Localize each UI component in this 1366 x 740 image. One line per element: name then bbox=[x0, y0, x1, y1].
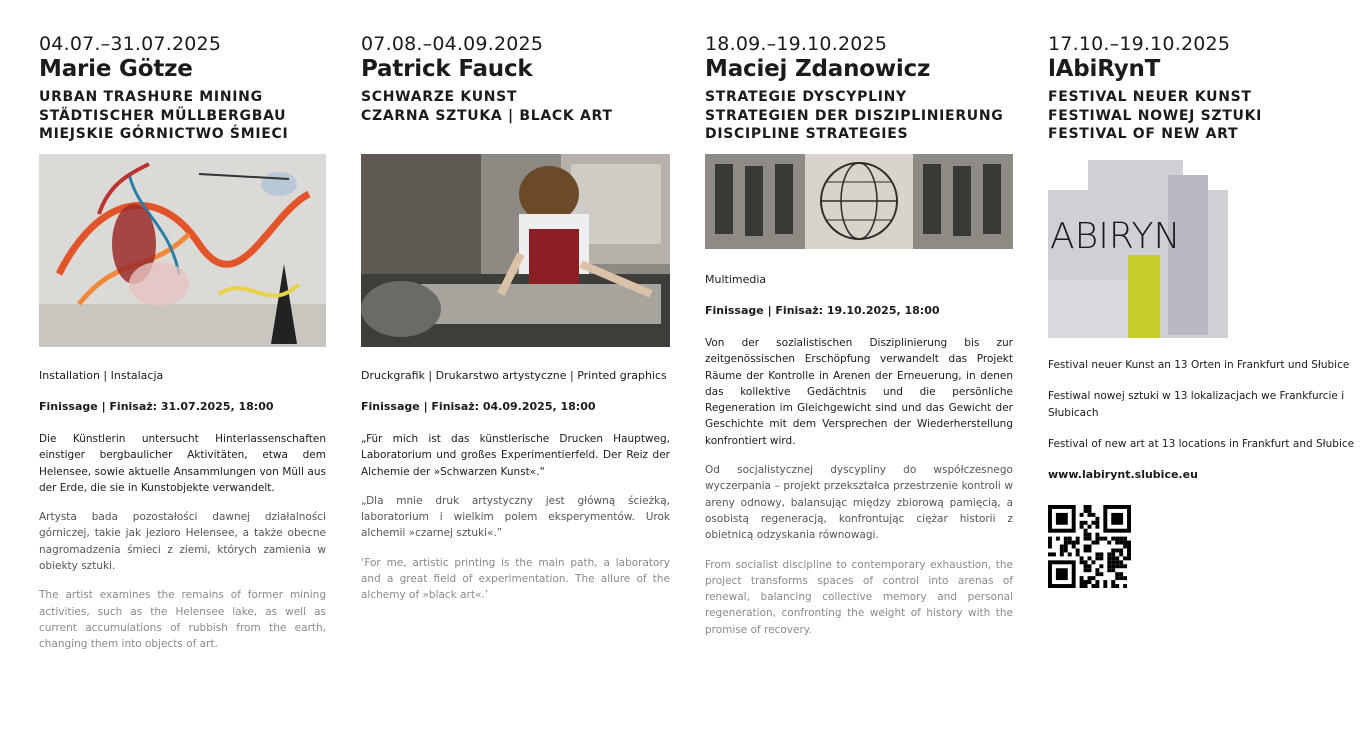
finissage-label: Finissage | Finisaż: 19.10.2025, 18:00 bbox=[705, 304, 940, 317]
exhibition-column-1 bbox=[39, 33, 326, 653]
exhibition-date: 18.09.–19.10.2025 bbox=[705, 33, 888, 55]
title-line: DISCIPLINE STRATEGIES bbox=[705, 126, 909, 142]
artist-name: Patrick Fauck bbox=[361, 56, 533, 82]
archive-collage-image bbox=[705, 154, 1013, 249]
festival-titles bbox=[1048, 88, 1358, 144]
poster-wordmark: ABIRYN bbox=[1050, 216, 1181, 257]
description-pl: „Dla mnie druk artystyczny jest główną ścieżką, laboratorium i wielkim polem eksperymentów. Urok alchemii »czarnej sztuki«.” bbox=[361, 494, 670, 540]
description-de: „Für mich ist das künstlerische Drucken Hauptweg, Laboratorium und großes Experimentierfeld. Der Reiz der Alchemie der »Schwarzen Kunst«.“ bbox=[361, 433, 670, 478]
title-line: FESTIWAL NOWEJ SZTUKI bbox=[1048, 107, 1263, 124]
finissage-label: Finissage | Finisaż: 04.09.2025, 18:00 bbox=[361, 400, 596, 413]
exhibition-titles bbox=[705, 88, 1013, 144]
description-de: Von der sozialistischen Disziplinierung bis zur zeitgenössischen Erschöpfung verwandelt das Projekt Räume der Kontrolle in Arenen der Erneuerung, in denen das kollektive Gedächtnis und die persönliche Regeneration im Gleichgewicht sind und das Gewicht der Geschichte mit dem Versprechen der Wiederherstellung konfrontiert wird. bbox=[705, 337, 1013, 447]
festival-column bbox=[1048, 33, 1358, 482]
title-line: STRATEGIEN DER DISZIPLINIERUNG bbox=[705, 107, 1004, 124]
festival-info-de: Festival neuer Kunst an 13 Orten in Frankfurt und Słubice bbox=[1048, 359, 1350, 371]
artist-name: Marie Götze bbox=[39, 56, 193, 82]
description-pl: Artysta bada pozostałości dawnej działalności górniczej, takie jak jezioro Helensee, a także obecne nagromadzenia śmieci z ziemi, których zamienia w obiekty sztuki. bbox=[39, 511, 326, 573]
title-line: MIEJSKIE GÓRNICTWO ŚMIECI bbox=[39, 126, 289, 142]
medium-label: Installation | Instalacja bbox=[39, 369, 164, 382]
exhibition-titles bbox=[39, 88, 326, 144]
description-en: The artist examines the remains of former mining activities, such as the Helensee lake, as well as current accumulations of rubbish from the earth, changing them into objects of art. bbox=[39, 589, 326, 651]
medium-label: Multimedia bbox=[705, 273, 767, 286]
qr-code[interactable] bbox=[1048, 505, 1131, 588]
title-line: STRATEGIE DYSCYPLINY bbox=[705, 89, 907, 105]
title-line: FESTIVAL OF NEW ART bbox=[1048, 126, 1239, 142]
description-pl: Od socjalistycznej dyscypliny do współczesnego wyczerpania – projekt przekształca przestrzenie kontroli w areny odnowy, balansując między zbiorową pamięcią, a osobistą regeneracją, konfrontując ciężar historii z obietnicą odzyskania równowagi. bbox=[705, 464, 1013, 542]
exhibition-column-3 bbox=[705, 33, 1013, 638]
exhibition-column-2 bbox=[361, 33, 670, 604]
exhibition-date: 04.07.–31.07.2025 bbox=[39, 33, 222, 55]
title-line: STÄDTISCHER MÜLLBERGBAU bbox=[39, 107, 287, 124]
description-en: From socialist discipline to contemporary exhaustion, the project transforms spaces of control into arenas of renewal, balancing collective memory and personal regeneration, confronting the weight of history with the promise of recovery. bbox=[705, 558, 1013, 636]
title-line: URBAN TRASHURE MINING bbox=[39, 89, 263, 105]
festival-poster bbox=[1048, 160, 1228, 338]
festival-info bbox=[1048, 357, 1358, 483]
title-line: SCHWARZE KUNST bbox=[361, 89, 518, 105]
festival-date: 17.10.–19.10.2025 bbox=[1048, 33, 1231, 55]
exhibition-titles bbox=[361, 88, 670, 144]
festival-info-pl: Festiwal nowej sztuki w 13 lokalizacjach we Frankfurcie i Słubicach bbox=[1048, 390, 1345, 419]
finissage-label: Finissage | Finisaż: 31.07.2025, 18:00 bbox=[39, 400, 274, 413]
title-line: FESTIVAL NEUER KUNST bbox=[1048, 89, 1252, 105]
installation-photo bbox=[39, 154, 326, 347]
festival-info-en: Festival of new art at 13 locations in Frankfurt and Słubice bbox=[1048, 437, 1355, 450]
printmaker-photo bbox=[361, 154, 670, 347]
medium-label: Druckgrafik | Drukarstwo artystyczne | Printed graphics bbox=[361, 369, 667, 382]
description-de: Die Künstlerin untersucht Hinterlassenschaften einstiger bergbaulicher Aktivitäten, etwa dem Helensee, sowie aktuelle Ansammlungen von Müll aus der Erde, die sie in Kunstobjekte verwandelt. bbox=[39, 433, 326, 494]
exhibition-date: 07.08.–04.09.2025 bbox=[361, 33, 544, 55]
title-line: CZARNA SZTUKA | BLACK ART bbox=[361, 107, 613, 124]
artist-name: Maciej Zdanowicz bbox=[705, 56, 931, 82]
festival-website-link[interactable]: www.labirynt.slubice.eu bbox=[1048, 468, 1198, 482]
festival-name: lAbiRynT bbox=[1048, 56, 1161, 82]
description-en: ‘For me, artistic printing is the main path, a laboratory and a great field of experimentation. The allure of the alchemy of »black art«.’ bbox=[361, 556, 670, 602]
